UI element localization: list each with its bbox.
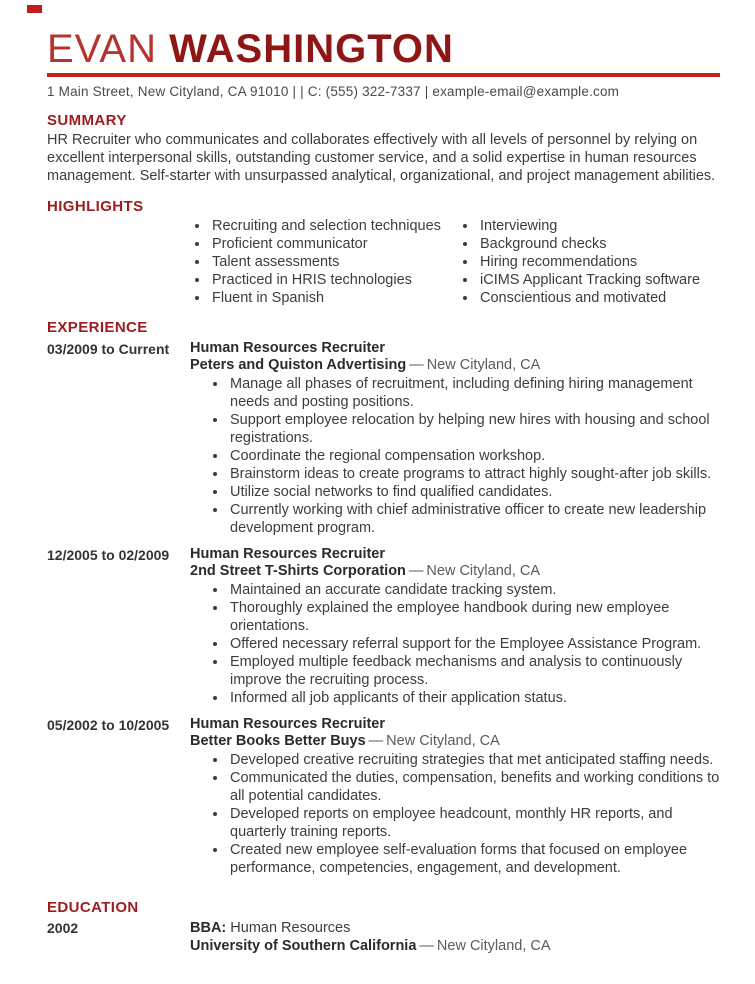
highlights-list-left — [190, 217, 458, 307]
job-entry — [47, 340, 720, 537]
job-bullet-list — [190, 751, 720, 877]
em-dash: — — [409, 357, 424, 373]
highlights-column-right — [458, 217, 708, 307]
job-bullet: • Created new employee self-evaluation forms that focused on employee performance, competencies, engagement, and development. — [228, 841, 720, 877]
school-line — [190, 937, 720, 955]
job-title: Human Resources Recruiter — [190, 716, 386, 732]
job-details — [190, 716, 720, 877]
highlight-item: • Fluent in Spanish — [210, 289, 458, 307]
contact-line: 1 Main Street, New Cityland, CA 91010 | | C: (555) 322-7337 | example-email@example.com — [47, 84, 620, 99]
highlight-item: • Talent assessments — [210, 253, 458, 271]
em-dash: — — [419, 938, 434, 954]
company-name: Better Books Better Buys — [190, 733, 366, 749]
highlights-list-right — [458, 217, 708, 307]
job-bullet: • Maintained an accurate candidate tracking system. — [228, 581, 720, 599]
job-bullet-list — [190, 375, 720, 537]
candidate-name — [47, 28, 720, 70]
resume-header — [47, 28, 720, 99]
degree-line — [190, 919, 720, 937]
job-entry — [47, 716, 720, 877]
em-dash: — — [408, 563, 424, 579]
job-bullet: • Informed all job applicants of their application status. — [228, 689, 720, 707]
company-name: 2nd Street T-Shirts Corporation — [190, 563, 406, 579]
highlights-section — [47, 198, 720, 307]
highlight-item: • Practiced in HRIS technologies — [210, 271, 458, 289]
job-title: Human Resources Recruiter — [190, 340, 386, 356]
job-dates: 05/2002 to 10/2005 — [47, 717, 170, 733]
job-bullet: • Support employee relocation by helping new hires with housing and school registrations. — [228, 411, 720, 447]
highlight-item: • iCIMS Applicant Tracking software — [478, 271, 708, 289]
job-bullet: • Manage all phases of recruitment, including defining hiring management needs and posting positions. — [228, 375, 720, 411]
highlight-item: • Proficient communicator — [210, 235, 458, 253]
highlight-item: • Conscientious and motivated — [478, 289, 708, 307]
job-location: New Cityland, CA — [386, 733, 500, 749]
education-year: 2002 — [47, 920, 79, 936]
job-bullet: • Thoroughly explained the employee handbook during new employee orientations. — [228, 599, 720, 635]
education-details — [190, 919, 720, 955]
education-heading: EDUCATION — [47, 899, 139, 916]
highlight-item: • Background checks — [478, 235, 708, 253]
job-bullet: • Communicated the duties, compensation, benefits and working conditions to all potential candidates. — [228, 769, 720, 805]
highlights-heading: HIGHLIGHTS — [47, 198, 144, 215]
job-dates: 03/2009 to Current — [47, 341, 170, 357]
job-bullet: • Coordinate the regional compensation workshop. — [228, 447, 720, 465]
job-company-line — [190, 733, 720, 750]
job-bullet: • Developed creative recruiting strategies that met anticipated staffing needs. — [228, 751, 720, 769]
education-entry — [47, 919, 720, 955]
candidate-first-name: EVAN — [47, 27, 157, 71]
job-list — [47, 340, 720, 877]
header-divider-rule — [47, 73, 720, 77]
school-name: University of Southern California — [190, 938, 417, 954]
job-details — [190, 546, 720, 707]
job-bullet-list — [190, 581, 720, 707]
job-bullet: • Brainstorm ideas to create programs to attract highly sought-after job skills. — [228, 465, 720, 483]
experience-heading: EXPERIENCE — [47, 319, 148, 336]
job-bullet: • Employed multiple feedback mechanisms and analysis to continuously improve the recruiting process. — [228, 653, 720, 689]
job-bullet: • Developed reports on employee headcount, monthly HR reports, and quarterly training reports. — [228, 805, 720, 841]
job-bullet: • Offered necessary referral support for the Employee Assistance Program. — [228, 635, 720, 653]
experience-section — [47, 319, 720, 877]
em-dash: — — [368, 733, 384, 749]
job-location: New Cityland, CA — [426, 563, 541, 579]
highlight-item: • Interviewing — [478, 217, 708, 235]
job-details — [190, 340, 720, 537]
highlight-item: • Recruiting and selection techniques — [210, 217, 458, 235]
degree-label: BBA: — [190, 920, 227, 936]
job-entry — [47, 546, 720, 707]
job-company-line — [190, 357, 720, 374]
education-location: New Cityland, CA — [436, 938, 551, 954]
job-title: Human Resources Recruiter — [190, 546, 386, 562]
job-company-line — [190, 563, 720, 580]
candidate-last-name: WASHINGTON — [169, 27, 454, 71]
job-location: New Cityland, CA — [426, 357, 541, 373]
summary-heading: SUMMARY — [47, 112, 127, 129]
education-section — [47, 899, 720, 955]
company-name: Peters and Quiston Advertising — [190, 357, 407, 373]
summary-section — [47, 112, 720, 185]
highlights-columns — [190, 217, 720, 307]
highlights-column-left — [190, 217, 458, 307]
summary-text: HR Recruiter who communicates and collaborates effectively with all levels of personnel by relying on excellent interpersonal skills, outstanding customer service, and a solid expertise in human resources management. Self-starter with unsurpassed analytical, organizational, and project management abilities. — [47, 132, 716, 184]
degree-field: Human Resources — [230, 920, 351, 936]
red-corner-mark — [27, 5, 42, 13]
job-bullet: • Currently working with chief administrative officer to create new leadership development program. — [228, 501, 720, 537]
job-dates: 12/2005 to 02/2009 — [47, 547, 170, 563]
job-bullet: • Utilize social networks to find qualified candidates. — [228, 483, 720, 501]
highlight-item: • Hiring recommendations — [478, 253, 708, 271]
